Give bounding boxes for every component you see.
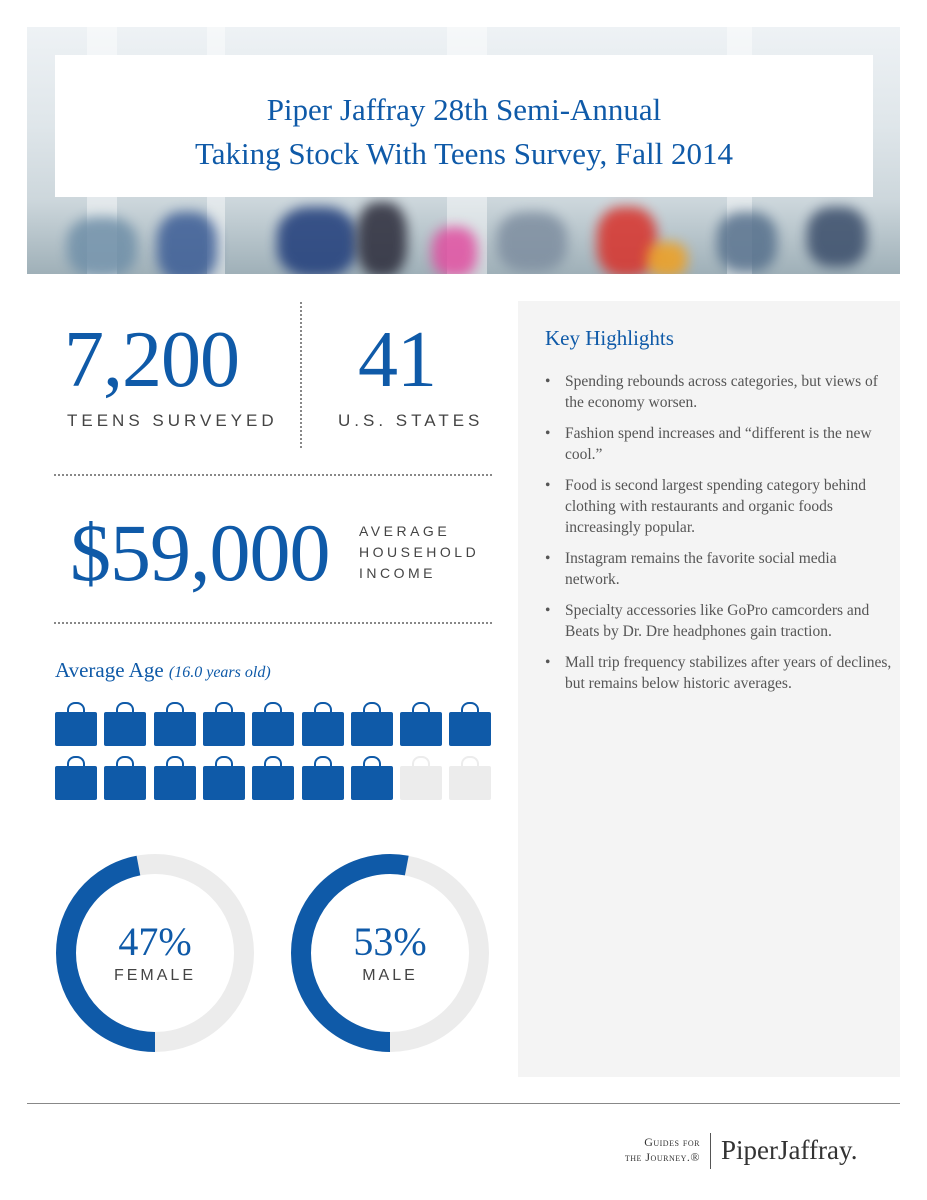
key-highlights-list — [545, 371, 895, 704]
age-bag-icon — [252, 712, 294, 746]
footer-tagline — [600, 1135, 700, 1165]
divider-2 — [54, 622, 492, 624]
highlight-item: • Specialty accessories like GoPro camcorders and Beats by Dr. Dre headphones gain traction. — [565, 600, 895, 642]
age-bag-icon — [400, 766, 442, 800]
age-bag-icon — [449, 712, 491, 746]
title-box — [55, 55, 873, 197]
household-income-label — [359, 521, 479, 584]
tagline-line1: Guides for — [644, 1135, 700, 1149]
age-bag-icon — [351, 766, 393, 800]
highlight-item: • Mall trip frequency stabilizes after years of declines, but remains below historic averages. — [565, 652, 895, 694]
page-title-line2: Taking Stock With Teens Survey, Fall 2014 — [194, 136, 734, 171]
age-bag-icon — [351, 712, 393, 746]
female-percent: 47% — [118, 919, 192, 964]
states-label: U.S. STATES — [338, 411, 484, 430]
tagline-line2: the Journey.® — [624, 1150, 700, 1164]
age-bag-icon — [154, 766, 196, 800]
stats-divider-vertical — [300, 302, 302, 448]
divider-1 — [54, 474, 492, 476]
income-label-line1: AVERAGE — [359, 523, 451, 539]
male-label: MALE — [362, 967, 418, 984]
teens-surveyed-value: 7,200 — [64, 316, 239, 404]
income-label-line3: INCOME — [359, 565, 436, 581]
age-bag-icon — [55, 712, 97, 746]
age-bag-icon — [252, 766, 294, 800]
footer-divider — [27, 1103, 900, 1104]
highlight-item: • Fashion spend increases and “different is the new cool.” — [565, 423, 895, 465]
female-label: FEMALE — [113, 967, 196, 984]
average-age-value: (16.0 years old) — [168, 664, 271, 681]
income-label-line2: HOUSEHOLD — [359, 544, 480, 560]
page-title-line1: Piper Jaffray 28th Semi-Annual — [266, 92, 662, 127]
states-value: 41 — [358, 316, 436, 404]
highlight-item: • Instagram remains the favorite social media network. — [565, 548, 895, 590]
average-age-heading: Average Age — [55, 658, 164, 682]
key-highlights-panel — [518, 301, 900, 1077]
age-bag-icon — [203, 712, 245, 746]
household-income-value: $59,000 — [70, 507, 330, 598]
age-bag-icon — [449, 766, 491, 800]
age-bag-icon — [302, 712, 344, 746]
average-age-title — [55, 658, 271, 683]
male-percent: 53% — [353, 919, 427, 964]
age-bag-icon — [104, 712, 146, 746]
age-bag-icon — [55, 766, 97, 800]
age-bag-icon — [154, 712, 196, 746]
logo-separator — [710, 1133, 711, 1169]
age-bag-icon — [400, 712, 442, 746]
teens-surveyed-label: TEENS SURVEYED — [67, 411, 278, 430]
piper-jaffray-logo: PiperJaffray. — [721, 1135, 858, 1165]
age-bag-icon — [302, 766, 344, 800]
age-bag-icon — [203, 766, 245, 800]
age-bag-icon — [104, 766, 146, 800]
highlight-item: • Food is second largest spending category behind clothing with restaurants and organic foods increasingly popular. — [565, 475, 895, 538]
highlight-item: • Spending rebounds across categories, but views of the economy worsen. — [565, 371, 895, 413]
key-highlights-title: Key Highlights — [545, 326, 674, 350]
